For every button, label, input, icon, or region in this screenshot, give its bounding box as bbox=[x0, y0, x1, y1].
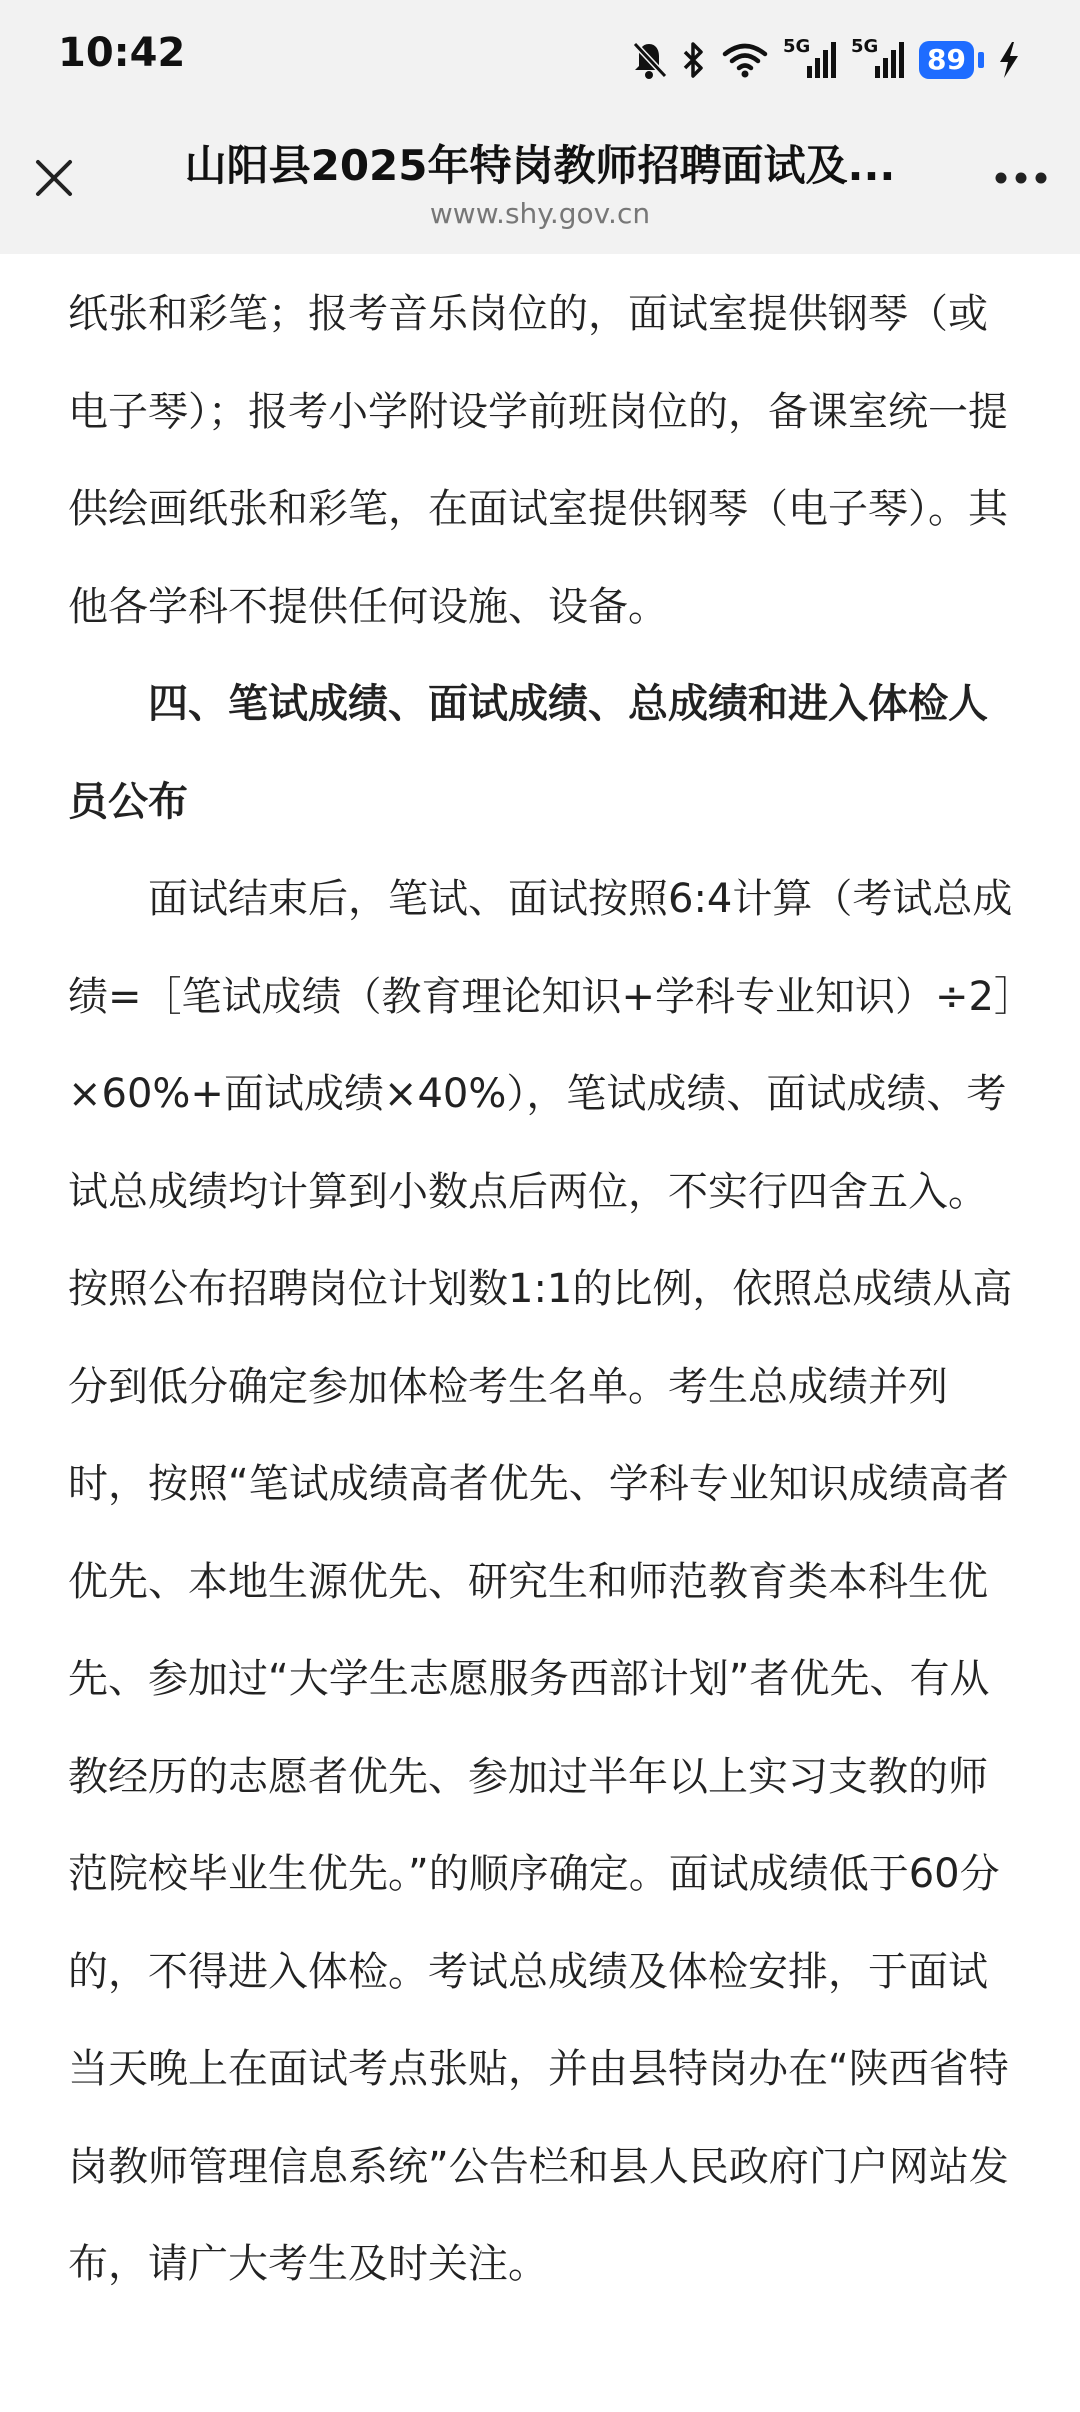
article-content bbox=[68, 266, 1018, 2314]
cellular-5g-icon bbox=[851, 36, 905, 80]
signal-label: 5G bbox=[851, 36, 879, 57]
nav-bar bbox=[0, 120, 1080, 254]
more-options-button[interactable] bbox=[986, 150, 1056, 210]
more-dots-icon bbox=[993, 170, 1049, 190]
title-area bbox=[120, 138, 960, 234]
article-paragraph: 面试结束后，笔试、面试按照6:4计算（考试总成绩=［笔试成绩（教育理论知识+学科专业知识）÷2］×60%+面试成绩×40%），笔试成绩、面试成绩、考试总成绩均计算到小数点后两位，不实行四舍五入。按照公布招聘岗位计划数1:1的比例，依照总成绩从高分到低分确定参加体检考生名单。考生总成绩并列时，按照“笔试成绩高者优先、学科专业知识成绩高者优先、本地生源优先、研究生和师范教育类本科生优先、参加过“大学生志愿服务西部计划”者优先、有从教经历的志愿者优先、参加过半年以上实习支教的师范院校毕业生优先。”的顺序确定。面试成绩低于60分的，不得进入体检。考试总成绩及体检安排，于面试当天晚上在面试考点张贴，并由县特岗办在“陕西省特岗教师管理信息系统”公告栏和县人民政府门户网站发布，请广大考生及时关注。 bbox=[68, 876, 1014, 2287]
page-title: 山阳县2025年特岗教师招聘面试及... bbox=[184, 141, 896, 190]
bluetooth-icon bbox=[681, 40, 707, 80]
battery-icon bbox=[919, 41, 984, 79]
status-time: 10:42 bbox=[58, 30, 186, 76]
cellular-5g-icon bbox=[783, 36, 837, 80]
battery-level: 89 bbox=[919, 41, 974, 79]
close-icon bbox=[34, 158, 74, 202]
status-bar bbox=[0, 0, 1080, 120]
section-heading: 四、笔试成绩、面试成绩、总成绩和进入体检人员公布 bbox=[68, 681, 988, 825]
signal-label: 5G bbox=[783, 36, 811, 57]
mute-bell-icon bbox=[631, 40, 667, 80]
charging-bolt-icon bbox=[998, 40, 1020, 80]
article-paragraph: 纸张和彩笔；报考音乐岗位的，面试室提供钢琴（或电子琴）；报考小学附设学前班岗位的，备课室统一提供绘画纸张和彩笔，在面试室提供钢琴（电子琴）。其他各学科不提供任何设施、设备。 bbox=[68, 291, 1008, 630]
close-button[interactable] bbox=[24, 150, 84, 210]
page-url: www.shy.gov.cn bbox=[429, 197, 651, 230]
wifi-icon bbox=[721, 40, 769, 80]
status-icons bbox=[631, 36, 1020, 84]
